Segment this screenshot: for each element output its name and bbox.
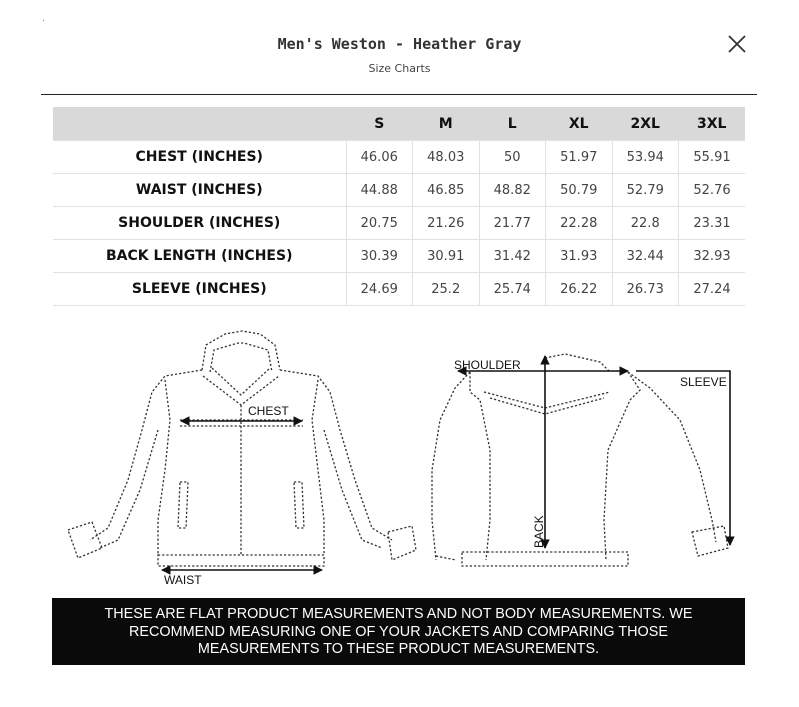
table-cell: 31.93 xyxy=(546,240,613,273)
table-cell: 26.73 xyxy=(612,273,679,306)
front-jacket-illustration xyxy=(68,331,416,566)
table-cell: 22.28 xyxy=(546,207,613,240)
notice-line: MEASUREMENTS TO THESE PRODUCT MEASUREMENTS. xyxy=(197,641,600,657)
modal-title: Men's Weston - Heather Gray xyxy=(277,35,522,53)
table-cell: 46.85 xyxy=(413,174,480,207)
table-cell: 46.06 xyxy=(346,141,413,174)
row-label: SLEEVE (INCHES) xyxy=(53,273,346,306)
table-cell: 50.79 xyxy=(546,174,613,207)
size-header: S xyxy=(346,107,413,141)
table-cell: 31.42 xyxy=(479,240,546,273)
table-cell: 48.03 xyxy=(413,141,480,174)
size-header: 2XL xyxy=(612,107,679,141)
size-header: 3XL xyxy=(679,107,746,141)
row-label: WAIST (INCHES) xyxy=(53,174,346,207)
size-header: XL xyxy=(546,107,613,141)
table-cell: 25.74 xyxy=(479,273,546,306)
table-cell: 52.79 xyxy=(612,174,679,207)
sleeve-label: SLEEVE xyxy=(680,375,727,389)
table-cell: 55.91 xyxy=(679,141,746,174)
row-label: BACK LENGTH (INCHES) xyxy=(53,240,346,273)
size-header: M xyxy=(413,107,480,141)
row-label: CHEST (INCHES) xyxy=(53,141,346,174)
chest-label: CHEST xyxy=(248,404,289,418)
table-cell: 23.31 xyxy=(679,207,746,240)
table-cell: 48.82 xyxy=(479,174,546,207)
table-cell: 53.94 xyxy=(612,141,679,174)
sleeve-measure-line xyxy=(636,371,730,545)
notice-line: RECOMMEND MEASURING ONE OF YOUR JACKETS AND COMPARING THOSE xyxy=(129,623,668,640)
measurement-notice xyxy=(52,598,745,665)
table-cell: 52.76 xyxy=(679,174,746,207)
table-cell: 44.88 xyxy=(346,174,413,207)
table-cell: 20.75 xyxy=(346,207,413,240)
waist-label: WAIST xyxy=(164,573,202,587)
table-cell: 27.24 xyxy=(679,273,746,306)
table-cell: 24.69 xyxy=(346,273,413,306)
size-header: L xyxy=(479,107,546,141)
table-cell: 32.44 xyxy=(612,240,679,273)
back-length-label: BACK xyxy=(532,515,546,548)
modal-subtitle: Size Charts xyxy=(368,62,431,75)
table-cell: 26.22 xyxy=(546,273,613,306)
table-cell: 51.97 xyxy=(546,141,613,174)
table-cell: 30.39 xyxy=(346,240,413,273)
notice-line: THESE ARE FLAT PRODUCT MEASUREMENTS AND NOT BODY MEASUREMENTS. WE xyxy=(104,606,693,622)
table-cell: 21.77 xyxy=(479,207,546,240)
row-label: SHOULDER (INCHES) xyxy=(53,207,346,240)
table-cell: 25.2 xyxy=(413,273,480,306)
table-cell: 30.91 xyxy=(413,240,480,273)
shoulder-label: SHOULDER xyxy=(454,358,521,372)
table-cell: 21.26 xyxy=(413,207,480,240)
table-cell: 50 xyxy=(479,141,546,174)
table-cell: 32.93 xyxy=(679,240,746,273)
table-cell: 22.8 xyxy=(612,207,679,240)
